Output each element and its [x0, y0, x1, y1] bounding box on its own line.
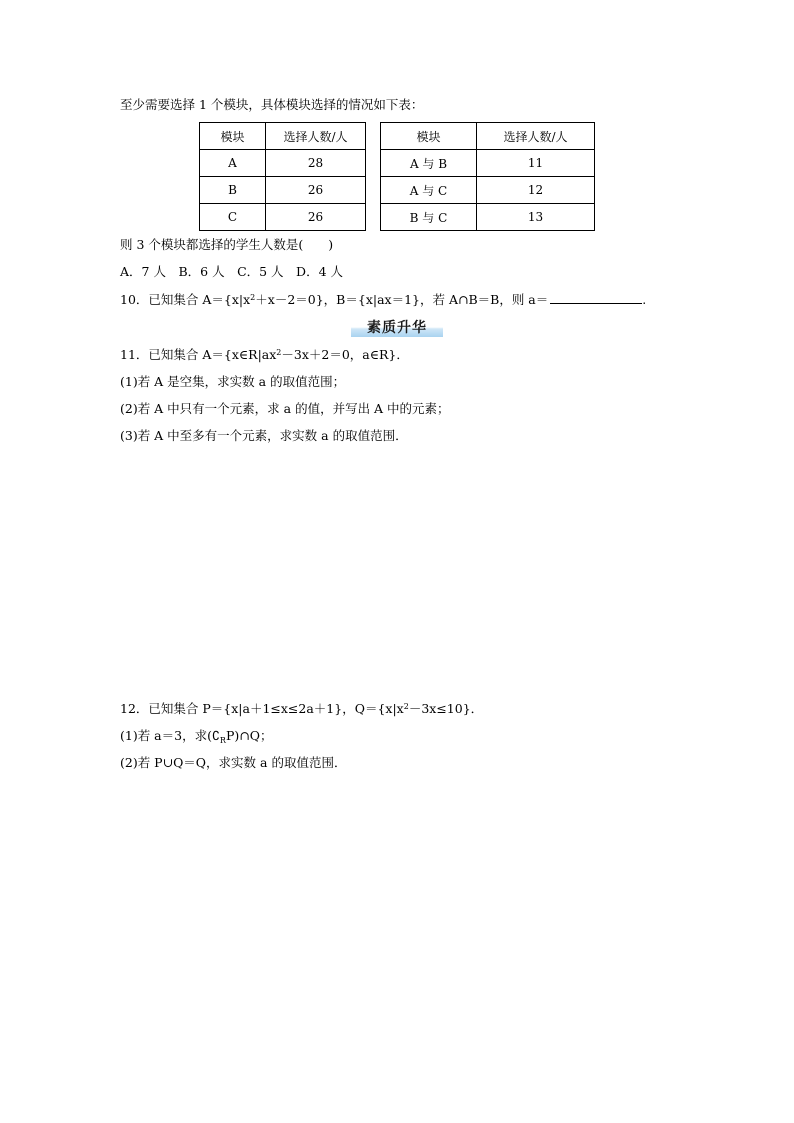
q10-exponent: 2 [250, 293, 256, 302]
q11-sub1: (1)若 A 是空集，求实数 a 的取值范围； [120, 374, 346, 389]
q12-exponent: 2 [403, 702, 409, 711]
complement-subscript: R [219, 736, 226, 745]
table-divider [366, 150, 381, 177]
table-divider [366, 177, 381, 204]
q11-text [120, 347, 409, 363]
table-cell: A [200, 150, 266, 177]
table-cell: 28 [266, 150, 366, 177]
table-cell: 13 [477, 204, 595, 231]
table-header: 模块 [200, 123, 266, 150]
q12-sub1 [120, 728, 272, 744]
q12-sub2: (2)若 P∪Q＝Q，求实数 a 的取值范围． [120, 755, 347, 770]
table-cell: B 与 C [381, 204, 477, 231]
section-title-banner: 素质升华 [351, 319, 443, 337]
q10-part2: ＋x－2＝0}，B＝{x|ax＝1}，若 A∩B＝B，则 a＝ [255, 292, 549, 307]
table-divider [366, 123, 381, 150]
table-cell: C [200, 204, 266, 231]
q11-part2: －3x＋2＝0，a∈R}． [281, 347, 409, 362]
q12-part1: 12．已知集合 P＝{x|a＋1≤x≤2a＋1}，Q＝{x|x [120, 701, 404, 716]
q12-text [120, 701, 483, 717]
table-header-row [200, 123, 595, 150]
table-cell: A 与 C [381, 177, 477, 204]
q11-part1: 11．已知集合 A＝{x∈R|ax [120, 347, 277, 362]
q9-options: A．7 人 B．6 人 C．5 人 D．4 人 [120, 264, 344, 279]
table-cell: 26 [266, 177, 366, 204]
q10-text [120, 291, 646, 308]
table-header: 模块 [381, 123, 477, 150]
table-row [200, 177, 595, 204]
table-cell: 26 [266, 204, 366, 231]
answer-blank [550, 291, 642, 304]
table-divider [366, 204, 381, 231]
q9-stem: 则 3 个模块都选择的学生人数是( ) [120, 237, 334, 252]
intro-text: 至少需要选择 1 个模块，具体模块选择的情况如下表： [120, 97, 424, 112]
q10-part1: 10．已知集合 A＝{x|x [120, 292, 251, 307]
q11-sub2: (2)若 A 中只有一个元素，求 a 的值，并写出 A 中的元素； [120, 401, 450, 416]
q12-sub1-b: P)∩Q； [225, 728, 273, 743]
q12-sub1-a: (1)若 a＝3，求(∁ [120, 728, 220, 743]
table-cell: 11 [477, 150, 595, 177]
table-cell: 12 [477, 177, 595, 204]
table-row [200, 150, 595, 177]
table-cell: B [200, 177, 266, 204]
table-row [200, 204, 595, 231]
q12-part2: －3x≤10}． [408, 701, 484, 716]
q11-sub3: (3)若 A 中至多有一个元素，求实数 a 的取值范围． [120, 428, 408, 443]
q10-end: . [642, 292, 647, 307]
table-header: 选择人数/人 [266, 123, 366, 150]
table-header: 选择人数/人 [477, 123, 595, 150]
q11-exponent: 2 [276, 348, 282, 357]
module-table [199, 122, 595, 231]
table-cell: A 与 B [381, 150, 477, 177]
